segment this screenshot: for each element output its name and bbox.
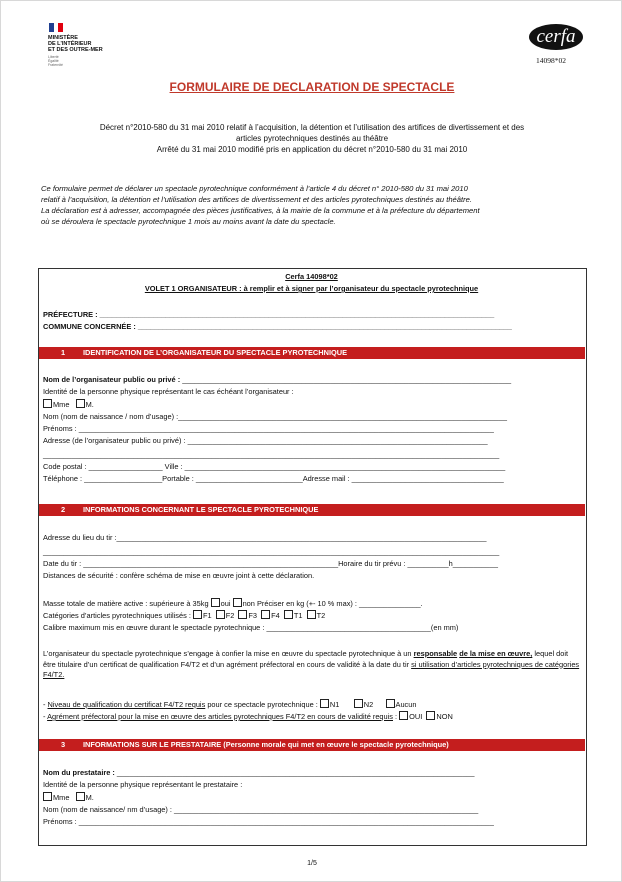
prestataire-representant-label: Identité de la personne physique représentant le prestataire : [43,780,243,789]
f3-checkbox[interactable] [238,610,247,619]
categories-options: Catégories d’articles pyrotechniques utilisés : F1 F2 F3 F4 T1 T2 [43,611,326,620]
f2-checkbox[interactable] [216,610,225,619]
prestataire-nom-field[interactable]: Nom (nom de naissance/ nm d’usage) : __________________________________________________________________________ [43,805,479,814]
masse-non-checkbox[interactable] [233,598,242,607]
agrement-oui-checkbox[interactable] [399,711,408,720]
nom-naissance-field[interactable]: Nom (nom de naissance / nom d’usage) :________________________________________________________________________________ [43,412,507,421]
french-flag-icon [49,23,63,32]
agrement-non-checkbox[interactable] [426,711,435,720]
ministry-motto: Liberté Égalité Fraternité [48,55,63,67]
n1-checkbox[interactable] [320,699,329,708]
code-postal-ville-field[interactable]: Code postal : __________________ Ville : ______________________________________________________________________________ [43,462,506,471]
volet-title: VOLET 1 ORGANISATEUR : à remplir et à signer par l’organisateur du spectacle pyrotechnique [144,284,479,293]
f1-checkbox[interactable] [193,610,202,619]
form-number: 14098*02 [536,56,566,65]
organisateur-name-field[interactable]: Nom de l’organisateur public ou privé : ________________________________________________________________________________ [43,375,512,384]
representant-label: Identité de la personne physique représentant le cas échéant l’organisateur : [43,387,294,396]
prestataire-m-checkbox[interactable] [76,792,85,801]
niveau-qualification-options: - Niveau de qualification du certificat F4/T2 requis pour ce spectacle pyrotechnique : N1 N2 Aucun [43,700,417,709]
section-2-header: 2 INFORMATIONS CONCERNANT LE SPECTACLE PYROTECHNIQUE [39,504,585,516]
cerfa-logo: cerfa [529,24,583,50]
adresse-lieu-field-cont[interactable]: _______________________________________________________________________________________________________________ [43,547,500,556]
section-1-header: 1 IDENTIFICATION DE L’ORGANISATEUR DU SPECTACLE PYROTECHNIQUE [39,347,585,359]
prestataire-prenoms-field[interactable]: Prénoms : _____________________________________________________________________________________________________ [43,817,494,826]
adresse-field[interactable]: Adresse (de l’organisateur public ou privé) : _________________________________________________________________________ [43,436,488,445]
page-number: 1/5 [307,860,317,867]
distances-note: Distances de sécurité : confère schéma de mise en œuvre joint à cette déclaration. [43,571,315,580]
date-horaire-field[interactable]: Date du tir : ______________________________________________________________Horaire du tir prévu : __________h___________ [43,559,498,568]
calibre-field[interactable]: Calibre maximum mis en œuvre durant le spectacle pyrotechnique : ________________________________________(en mm) [43,623,459,632]
telephone-field[interactable]: Téléphone : ___________________Portable : __________________________Adresse mail : _____________________________________ [43,474,504,483]
f4-checkbox[interactable] [261,610,270,619]
page-title: FORMULAIRE DE DECLARATION DE SPECTACLE [169,80,455,94]
decree-reference: Décret n°2010-580 du 31 mai 2010 relatif à l’acquisition, la détention et l’utilisation des artifices de divertissement et des articles pyrotechniques destinés au théâtre Arrêté du 31 mai 2010 modifié pris en application du décret n°2010-580 du 31 mai 2010 [99,123,525,154]
civilite-options: Mme M. [43,399,94,409]
prenoms-field[interactable]: Prénoms : _____________________________________________________________________________________________________ [43,424,494,433]
prestataire-civilite-options: Mme M. [43,792,94,802]
commune-field[interactable]: COMMUNE CONCERNÉE : ___________________________________________________________________________________________ [43,322,512,331]
prestataire-mme-checkbox[interactable] [43,792,52,801]
section-3-header: 3 INFORMATIONS SUR LE PRESTATAIRE (Personne morale qui met en œuvre le spectacle pyrotechnique) [39,739,585,751]
t1-checkbox[interactable] [284,610,293,619]
prefecture-field[interactable]: PRÉFECTURE : ________________________________________________________________________________________________ [43,310,495,319]
aucun-checkbox[interactable] [386,699,395,708]
engagement-paragraph: L’organisateur du spectacle pyrotechnique s’engage à confier la mise en œuvre du spectacle pyrotechnique à un responsable de la mise en œuvre, lequel doit être titulaire d’un certificat de qualification F4/T2 et d’un agrément préfectoral en cours de validité à la date du tir si utilisation d’articles pyrotechniques de catégories F4/T2. [43,649,580,679]
m-checkbox[interactable] [76,399,85,408]
agrement-options: - Agrément préfectoral pour la mise en œuvre des articles pyrotechniques F4/T2 en cours de validité requis : OUI NON [43,712,453,721]
adresse-lieu-field[interactable]: Adresse du lieu du tir :__________________________________________________________________________________________ [43,533,487,542]
mme-checkbox[interactable] [43,399,52,408]
n2-checkbox[interactable] [354,699,363,708]
cerfa-reference: Cerfa 14098*02 [285,272,338,281]
adresse-field-cont[interactable]: _______________________________________________________________________________________________________________ [43,450,500,459]
ministry-logo-text: MINISTÈRE DE L'INTÉRIEUR ET DES OUTRE-MER [48,35,103,53]
masse-field[interactable]: Masse totale de matière active : supérieure à 35kg oui non Préciser en kg (+- 10 % max) : _______________. [43,599,423,608]
intro-paragraph: Ce formulaire permet de déclarer un spectacle pyrotechnique conformément à l’article 4 du décret n° 2010-580 du 31 mai 2010 relatif à l’acquisition, la détention et l’utilisation des artifices de divertissement et des articles pyrotechniques destinés au théâtre. La déclaration est à adresser, accompagnée des pièces justificatives, à la mairie de la commune et à la préfecture du département où se déroulera le spectacle pyrotechnique 1 mois au moins avant la date du spectacle. [41,184,480,226]
masse-oui-checkbox[interactable] [211,598,220,607]
t2-checkbox[interactable] [307,610,316,619]
prestataire-name-field[interactable]: Nom du prestataire : _______________________________________________________________________________________ [43,768,475,777]
